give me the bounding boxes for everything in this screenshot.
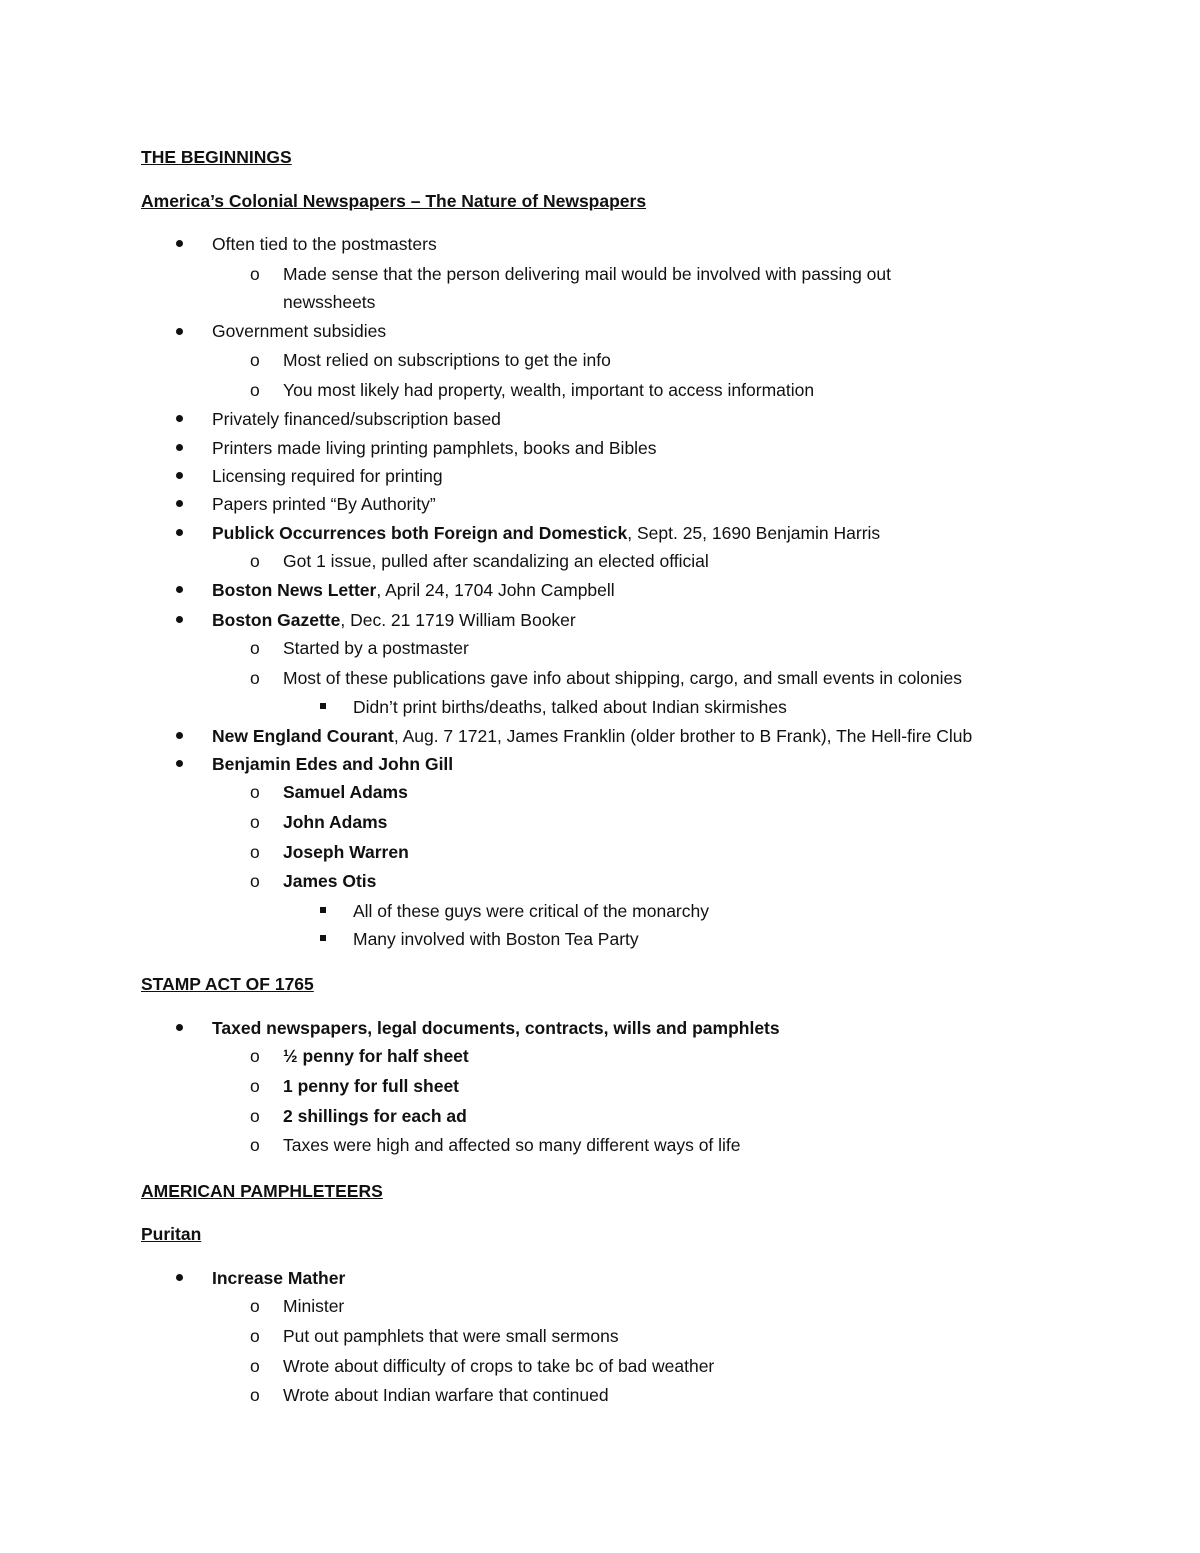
sub-bullet-icon: o <box>250 1046 260 1066</box>
list-item: Privately financed/subscription based <box>212 409 501 429</box>
bullet-icon <box>176 328 183 335</box>
sub-bullet-icon: o <box>250 1326 260 1346</box>
bullet-icon <box>176 586 183 593</box>
sub-bullet-icon: o <box>250 1135 260 1155</box>
list-item: newssheets <box>283 292 376 312</box>
sub-bullet-icon: o <box>250 1076 260 1096</box>
sub-bullet-icon: o <box>250 782 260 802</box>
list-item: Benjamin Edes and John Gill <box>212 754 454 774</box>
list-item: Taxes were high and affected so many different ways of life <box>283 1135 741 1155</box>
list-item <box>212 522 880 544</box>
list-item: Started by a postmaster <box>283 638 469 658</box>
list-item: James Otis <box>283 871 377 891</box>
publication-details: , Aug. 7 1721, James Franklin (older brother to B Frank), The Hell-fire Club <box>393 726 973 746</box>
list-item: Wrote about difficulty of crops to take bc of bad weather <box>283 1356 715 1376</box>
sub-bullet-icon: o <box>250 264 260 284</box>
list-item: Samuel Adams <box>283 782 408 802</box>
sub-bullet-icon: o <box>250 350 260 370</box>
sub-bullet-icon: o <box>250 1296 260 1316</box>
sub-bullet-icon: o <box>250 1106 260 1126</box>
bullet-icon <box>176 529 183 536</box>
list-item: Licensing required for printing <box>212 466 443 486</box>
list-item: You most likely had property, wealth, important to access information <box>283 380 815 400</box>
publication-name: Publick Occurrences both Foreign and Domestick <box>212 523 628 543</box>
section-heading-beginnings: THE BEGINNINGS <box>141 147 292 167</box>
list-item: Most of these publications gave info about shipping, cargo, and small events in colonies <box>283 668 963 688</box>
publication-details: , Sept. 25, 1690 Benjamin Harris <box>627 523 881 543</box>
list-item: Wrote about Indian warfare that continued <box>283 1385 609 1405</box>
section-heading-stamp-act: STAMP ACT OF 1765 <box>141 974 314 994</box>
subheading-colonial-newspapers: America’s Colonial Newspapers – The Nature of Newspapers <box>141 191 647 211</box>
list-item: Taxed newspapers, legal documents, contracts, wills and pamphlets <box>212 1018 780 1038</box>
publication-details: , Dec. 21 1719 William Booker <box>340 610 576 630</box>
sub-bullet-icon: o <box>250 871 260 891</box>
list-item: Often tied to the postmasters <box>212 234 437 254</box>
list-item <box>212 579 615 601</box>
publication-name: Boston Gazette <box>212 610 341 630</box>
list-item: Minister <box>283 1296 345 1316</box>
publication-name: New England Courant <box>212 726 394 746</box>
list-item: John Adams <box>283 812 388 832</box>
bullet-icon <box>176 472 183 479</box>
sub-bullet-icon: o <box>250 812 260 832</box>
list-item: Papers printed “By Authority” <box>212 494 436 514</box>
bullet-icon <box>176 1024 183 1031</box>
sub-bullet-icon: o <box>250 551 260 571</box>
bullet-icon <box>176 760 183 767</box>
sub-bullet-icon: o <box>250 668 260 688</box>
list-item: Printers made living printing pamphlets, books and Bibles <box>212 438 657 458</box>
sub-bullet-icon: o <box>250 1356 260 1376</box>
list-item: Many involved with Boston Tea Party <box>353 929 639 949</box>
bullet-icon <box>176 1274 183 1281</box>
list-item: Got 1 issue, pulled after scandalizing an elected official <box>283 551 709 571</box>
section-heading-pamphleteers: AMERICAN PAMPHLETEERS <box>141 1181 383 1201</box>
bullet-icon <box>176 616 183 623</box>
list-item: Made sense that the person delivering mail would be involved with passing out <box>283 264 891 284</box>
list-item: ½ penny for half sheet <box>283 1046 469 1066</box>
publication-name: Boston News Letter <box>212 580 377 600</box>
list-item: Joseph Warren <box>283 842 409 862</box>
bullet-icon <box>176 444 183 451</box>
bullet-icon <box>176 732 183 739</box>
list-item: Government subsidies <box>212 321 387 341</box>
square-bullet-icon <box>320 703 326 709</box>
list-item: All of these guys were critical of the monarchy <box>353 901 709 921</box>
sub-bullet-icon: o <box>250 842 260 862</box>
square-bullet-icon <box>320 907 326 913</box>
bullet-icon <box>176 500 183 507</box>
sub-bullet-icon: o <box>250 638 260 658</box>
sub-bullet-icon: o <box>250 1385 260 1405</box>
list-item: 2 shillings for each ad <box>283 1106 467 1126</box>
sub-bullet-icon: o <box>250 380 260 400</box>
list-item: Didn’t print births/deaths, talked about Indian skirmishes <box>353 697 787 717</box>
subheading-puritan: Puritan <box>141 1224 202 1244</box>
list-item: Put out pamphlets that were small sermons <box>283 1326 619 1346</box>
list-item <box>212 725 972 747</box>
list-item: Most relied on subscriptions to get the info <box>283 350 611 370</box>
bullet-icon <box>176 240 183 247</box>
square-bullet-icon <box>320 935 326 941</box>
list-item <box>212 609 576 631</box>
publication-details: , April 24, 1704 John Campbell <box>376 580 615 600</box>
list-item: Increase Mather <box>212 1268 346 1288</box>
bullet-icon <box>176 415 183 422</box>
list-item: 1 penny for full sheet <box>283 1076 459 1096</box>
